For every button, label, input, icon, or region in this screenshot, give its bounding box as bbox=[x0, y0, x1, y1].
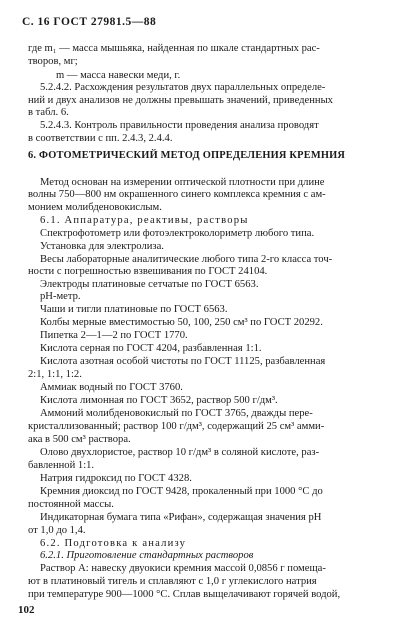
text-line: где m₁ — масса мышьяка, найденная по шкале стандартных рас- bbox=[28, 43, 320, 54]
text-line: волны 750—800 нм окрашенного синего комплекса кремния с ам- bbox=[28, 189, 326, 200]
text-line: Чаши и тигли платиновые по ГОСТ 6563. bbox=[40, 304, 228, 315]
text-line: Раствор А: навеску двуокиси кремния массой 0,0856 г помеща- bbox=[40, 563, 326, 574]
text-line: Кислота азотная особой чистоты по ГОСТ 11125, разбавленная bbox=[40, 356, 326, 367]
text-line: Спектрофотометр или фотоэлектроколориметр любого типа. bbox=[40, 228, 315, 239]
text-line: 5.2.4.2. Расхождения результатов двух параллельных определе- bbox=[40, 82, 326, 93]
text-line: Аммоний молибденовокислый по ГОСТ 3765, дважды пере- bbox=[40, 408, 313, 419]
section-title: 6. ФОТОМЕТРИЧЕСКИЙ МЕТОД ОПРЕДЕЛЕНИЯ КРЕМНИЯ bbox=[28, 150, 346, 161]
subsection-title: 6.2. Подготовка к анализу bbox=[40, 538, 187, 549]
text-line: Пипетка 2—1—2 по ГОСТ 1770. bbox=[40, 330, 188, 341]
text-line: pH-метр. bbox=[40, 291, 81, 302]
text-line: Установка для электролиза. bbox=[40, 241, 164, 252]
text-line: бавленной 1:1. bbox=[28, 460, 95, 471]
text-line: в соответствии с пп. 2.4.3, 2.4.4. bbox=[28, 133, 173, 144]
subsection-title: 6.1. Аппаратура, реактивы, растворы bbox=[40, 215, 249, 226]
text-line: Аммиак водный по ГОСТ 3760. bbox=[40, 382, 183, 393]
text-line: в табл. 6. bbox=[28, 107, 69, 118]
text-line: творов, мг; bbox=[28, 56, 78, 67]
text-line: m — масса навески меди, г. bbox=[56, 70, 181, 81]
text-line: Натрия гидроксид по ГОСТ 4328. bbox=[40, 473, 192, 484]
text-line: Колбы мерные вместимостью 50, 100, 250 см³ по ГОСТ 20292. bbox=[40, 317, 323, 328]
text-line: от 1,0 до 1,4. bbox=[28, 525, 86, 536]
text-line: монием молибденовокислым. bbox=[28, 202, 162, 213]
text-line: Индикаторная бумага типа «Рифан», содержащая значения pH bbox=[40, 512, 322, 523]
text-line: ака в 500 см³ раствора. bbox=[28, 434, 131, 445]
text-line: 5.2.4.3. Контроль правильности проведения анализа проводят bbox=[40, 120, 319, 131]
text-line: Олово двухлористое, раствор 10 г/дм³ в соляной кислоте, раз- bbox=[40, 447, 320, 458]
text-line: при температуре 900—1000 °С. Сплав выщелачивают горячей водой, bbox=[28, 589, 341, 600]
text-line: Электроды платиновые сетчатые по ГОСТ 6563. bbox=[40, 279, 259, 290]
text-line: ности с погрешностью взвешивания по ГОСТ 24104. bbox=[28, 266, 268, 277]
text-line: Кремния диоксид по ГОСТ 9428, прокаленный при 1000 °С до bbox=[40, 486, 323, 497]
text-line: Кислота серная по ГОСТ 4204, разбавленная 1:1. bbox=[40, 343, 262, 354]
text-line: Весы лабораторные аналитические любого типа 2-го класса точ- bbox=[40, 254, 333, 265]
page-number: 102 bbox=[18, 604, 35, 616]
text-line: ют в платиновый тигель и сплавляют с 1,0 г углекислого натрия bbox=[28, 576, 317, 587]
text-line: Кислота лимонная по ГОСТ 3652, раствор 500 г/дм³. bbox=[40, 395, 278, 406]
text-line: постоянной массы. bbox=[28, 499, 114, 510]
text-line: кристаллизованный; раствор 100 г/дм³, содержащий 25 см³ амми- bbox=[28, 421, 325, 432]
subsection-title: 6.2.1. Приготовление стандартных растворов bbox=[40, 550, 254, 561]
text-line: Метод основан на измерении оптической плотности при длине bbox=[40, 177, 325, 188]
text-line: 2:1, 1:1, 1:2. bbox=[28, 369, 82, 380]
text-line: ний и двух анализов не должны превышать значений, приведенных bbox=[28, 95, 333, 106]
page-header: С. 16 ГОСТ 27981.5—88 bbox=[22, 16, 157, 28]
